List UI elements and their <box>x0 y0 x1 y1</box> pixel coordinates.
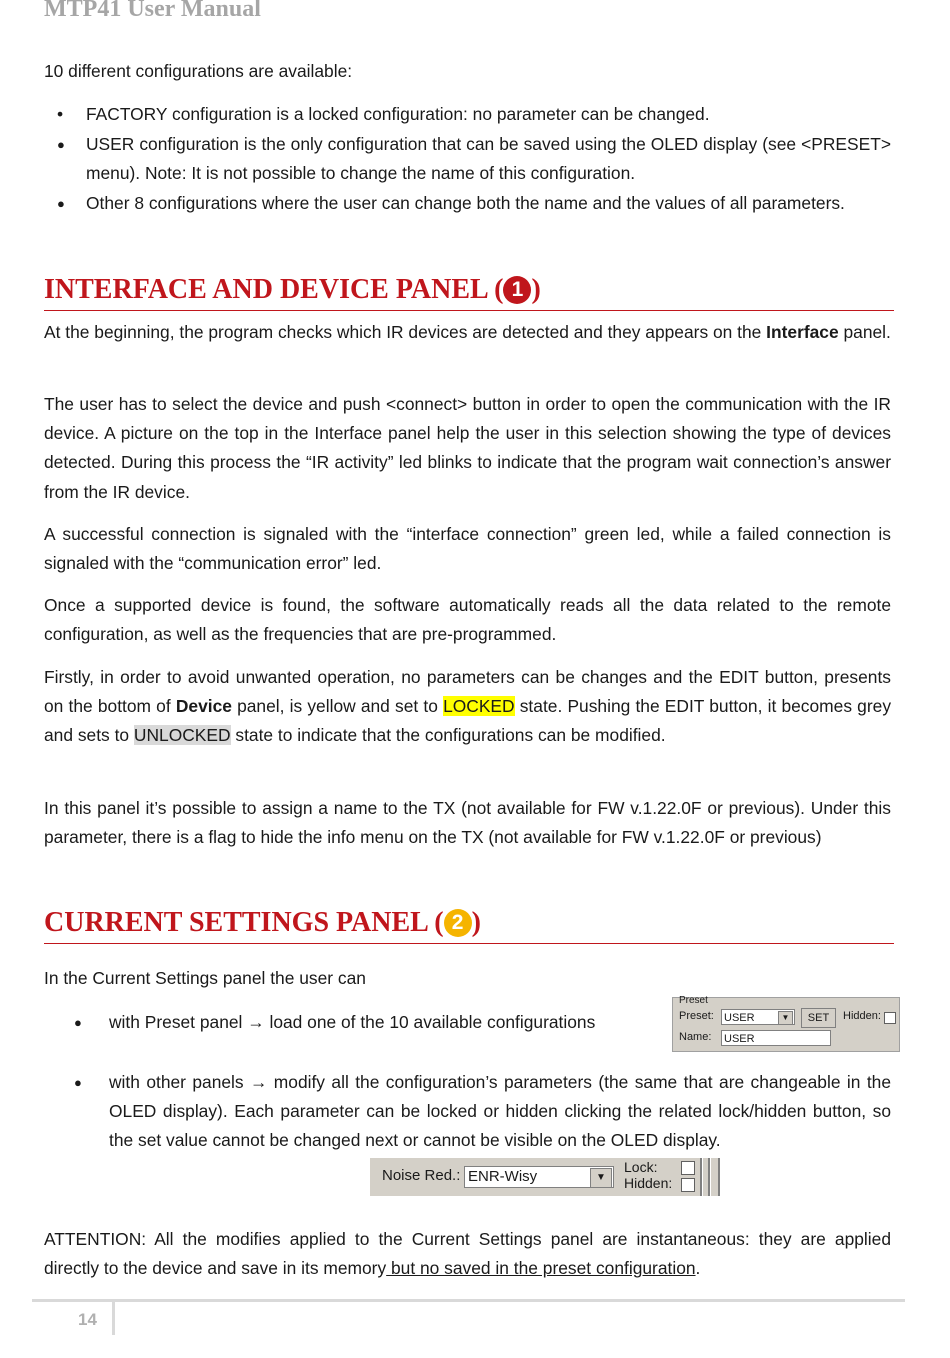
noise-red-label: Noise Red.: <box>382 1167 461 1184</box>
section-number-badge: 2 <box>444 909 472 937</box>
chevron-down-icon: ▼ <box>778 1011 793 1025</box>
paragraph: The user has to select the device and push <connect> button in order to open the communication with the IR device. A picture on the top in the Interface panel help the user in this selection showing the type of devices detected. During this process the “IR activity” led blinks to indicate that the program wait connection’s answer from the IR device. <box>44 394 891 502</box>
paragraph: A successful connection is signaled with the “interface connection” green led, while a failed connection is signaled with the “communication error” led. <box>44 524 891 574</box>
preset-panel-image <box>672 997 900 1052</box>
list-item-text: Other 8 configurations where the user can change both the name and the values of all parameters. <box>86 193 845 213</box>
paragraph: Firstly, in order to avoid unwanted operation, no parameters can be changes and the EDIT button, presents on the bottom of Device panel, is yellow and set to LOCKED state. Pushing the EDIT button, it becomes grey and sets to UNLOCKED state to indicate that the configurations can be modified. <box>44 667 892 746</box>
section-number-badge: 1 <box>503 276 531 304</box>
list-item-text: FACTORY configuration is a locked configuration: no parameter can be changed. <box>86 104 710 124</box>
preset-select[interactable]: USER ▼ <box>721 1009 795 1025</box>
list-item <box>44 1068 891 1156</box>
page-number: 14 <box>78 1310 97 1329</box>
list-item-text: with Preset panel → load one of the 10 available configurations <box>109 1012 596 1032</box>
list-item <box>44 130 891 188</box>
bullet-marker: ● <box>57 137 65 152</box>
paragraph: At the beginning, the program checks which IR devices are detected and they appears on the Interface panel. <box>44 322 891 342</box>
bullet-marker: ● <box>74 1015 82 1030</box>
noise-red-select[interactable]: ENR-Wisy ▼ <box>464 1166 614 1188</box>
locked-highlight: LOCKED <box>443 696 515 717</box>
lock-checkbox[interactable] <box>681 1161 695 1175</box>
paragraph: In the Current Settings panel the user can <box>44 968 366 988</box>
paragraph: Once a supported device is found, the software automatically reads all the data related to the remote configuration, as well as the frequencies that are pre-programmed. <box>44 595 891 645</box>
divider <box>700 1158 703 1196</box>
hidden-checkbox[interactable] <box>681 1178 695 1192</box>
divider <box>708 1158 711 1196</box>
footer-rule <box>32 1299 905 1302</box>
list-item-text: with other panels → modify all the configuration’s parameters (the same that are changeable in the OLED display). Each parameter can be locked or hidden clicking the related lock/hidden button, so the set value cannot be changed next or cannot be visible on the OLED display. <box>109 1072 891 1151</box>
running-header: MTP41 User Manual <box>44 0 261 22</box>
list-item <box>44 189 891 218</box>
attention-paragraph: ATTENTION: All the modifies applied to the Current Settings panel are instantaneous: they are applied directly to the device and save in its memory but no saved in the preset configuration. <box>44 1229 891 1279</box>
list-item <box>44 100 891 129</box>
hidden-label: Hidden: <box>843 1010 881 1022</box>
footer-divider <box>112 1302 115 1335</box>
preset-legend: Preset <box>679 995 708 1006</box>
section-heading-current-settings: CURRENT SETTINGS PANEL ( 2 ) <box>44 907 894 944</box>
chevron-down-icon: ▼ <box>590 1168 612 1188</box>
hidden-checkbox[interactable] <box>884 1012 896 1024</box>
preset-label: Preset: <box>679 1010 714 1022</box>
list-item <box>44 1008 664 1037</box>
list-item-text: USER configuration is the only configuration that can be saved using the OLED display (see <PRESET> menu). Note: It is not possible to change the name of this configuration. <box>86 134 891 184</box>
bullet-marker: • <box>57 104 64 124</box>
intro-paragraph: 10 different configurations are available: <box>44 61 353 81</box>
set-button[interactable]: SET <box>801 1008 836 1028</box>
name-field[interactable]: USER <box>721 1030 831 1046</box>
paragraph: In this panel it’s possible to assign a name to the TX (not available for FW v.1.22.0F or previous). Under this parameter, there is a flag to hide the info menu on the TX (not available for FW v.1.22.0F or previous) <box>44 798 891 848</box>
unlocked-highlight: UNLOCKED <box>133 725 231 746</box>
section-heading-interface: INTERFACE AND DEVICE PANEL ( 1 ) <box>44 274 894 311</box>
lock-hidden-labels: Lock: Hidden: <box>624 1159 673 1191</box>
name-label: Name: <box>679 1031 712 1043</box>
bullet-marker: ● <box>74 1075 82 1090</box>
noise-reduction-panel-image <box>368 1158 720 1196</box>
bullet-marker: ● <box>57 196 65 211</box>
